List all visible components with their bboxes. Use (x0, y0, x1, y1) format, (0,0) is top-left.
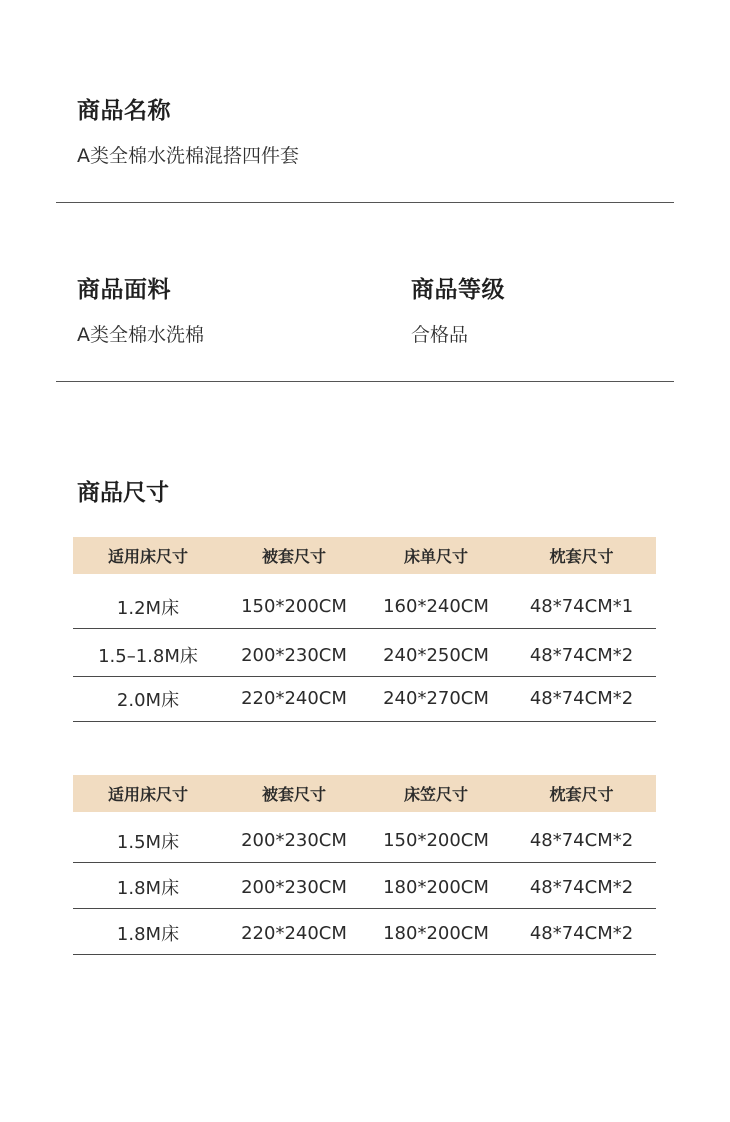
table-header-row (73, 775, 656, 812)
product-name-label: 商品名称 (77, 98, 171, 124)
grade-section (411, 271, 505, 347)
table-cell: 220*240CM (223, 676, 365, 721)
header-pillowcase-size: 枕套尺寸 (507, 537, 656, 574)
table-cell: 1.8M床 (73, 908, 223, 954)
table-cell: 240*250CM (365, 628, 507, 676)
fabric-value: A类全棉水洗棉 (77, 324, 204, 346)
divider (56, 202, 674, 203)
table-cell: 48*74CM*2 (507, 862, 656, 908)
divider (56, 381, 674, 382)
table-cell: 48*74CM*2 (507, 676, 656, 721)
header-duvet-size: 被套尺寸 (223, 537, 365, 574)
table-row (73, 812, 656, 862)
fabric-section (77, 271, 204, 347)
table-cell: 200*230CM (223, 812, 365, 862)
header-duvet-size: 被套尺寸 (223, 775, 365, 812)
table-cell: 48*74CM*2 (507, 628, 656, 676)
table-cell: 180*200CM (365, 862, 507, 908)
header-pillowcase-size: 枕套尺寸 (507, 775, 656, 812)
table-cell: 1.2M床 (73, 574, 223, 628)
table-row (73, 574, 656, 628)
table-cell: 1.8M床 (73, 862, 223, 908)
table-cell: 150*200CM (365, 812, 507, 862)
table-header-row (73, 537, 656, 574)
table-cell: 150*200CM (223, 574, 365, 628)
table-cell: 1.5–1.8M床 (73, 628, 223, 676)
grade-value: 合格品 (411, 324, 469, 346)
table-cell: 48*74CM*2 (507, 908, 656, 954)
table-cell: 180*200CM (365, 908, 507, 954)
table-cell: 200*230CM (223, 628, 365, 676)
size-title: 商品尺寸 (77, 480, 169, 506)
product-name-value: A类全棉水洗棉混搭四件套 (77, 145, 299, 167)
table-cell: 2.0M床 (73, 676, 223, 721)
table-cell: 1.5M床 (73, 812, 223, 862)
header-fitted-sheet-size: 床笠尺寸 (365, 775, 507, 812)
fabric-label: 商品面料 (77, 277, 171, 303)
table-cell: 48*74CM*1 (507, 574, 656, 628)
header-bed-size: 适用床尺寸 (73, 537, 223, 574)
size-table-1 (73, 537, 656, 722)
table-cell: 220*240CM (223, 908, 365, 954)
header-sheet-size: 床单尺寸 (365, 537, 507, 574)
size-table-2 (73, 775, 656, 955)
header-bed-size: 适用床尺寸 (73, 775, 223, 812)
table-cell: 240*270CM (365, 676, 507, 721)
table-row (73, 862, 656, 908)
grade-label: 商品等级 (411, 277, 505, 303)
product-name-section (77, 92, 299, 168)
table-row (73, 676, 656, 721)
table-row (73, 908, 656, 954)
table-cell: 48*74CM*2 (507, 812, 656, 862)
table-cell: 200*230CM (223, 862, 365, 908)
table-row (73, 628, 656, 676)
table-cell: 160*240CM (365, 574, 507, 628)
